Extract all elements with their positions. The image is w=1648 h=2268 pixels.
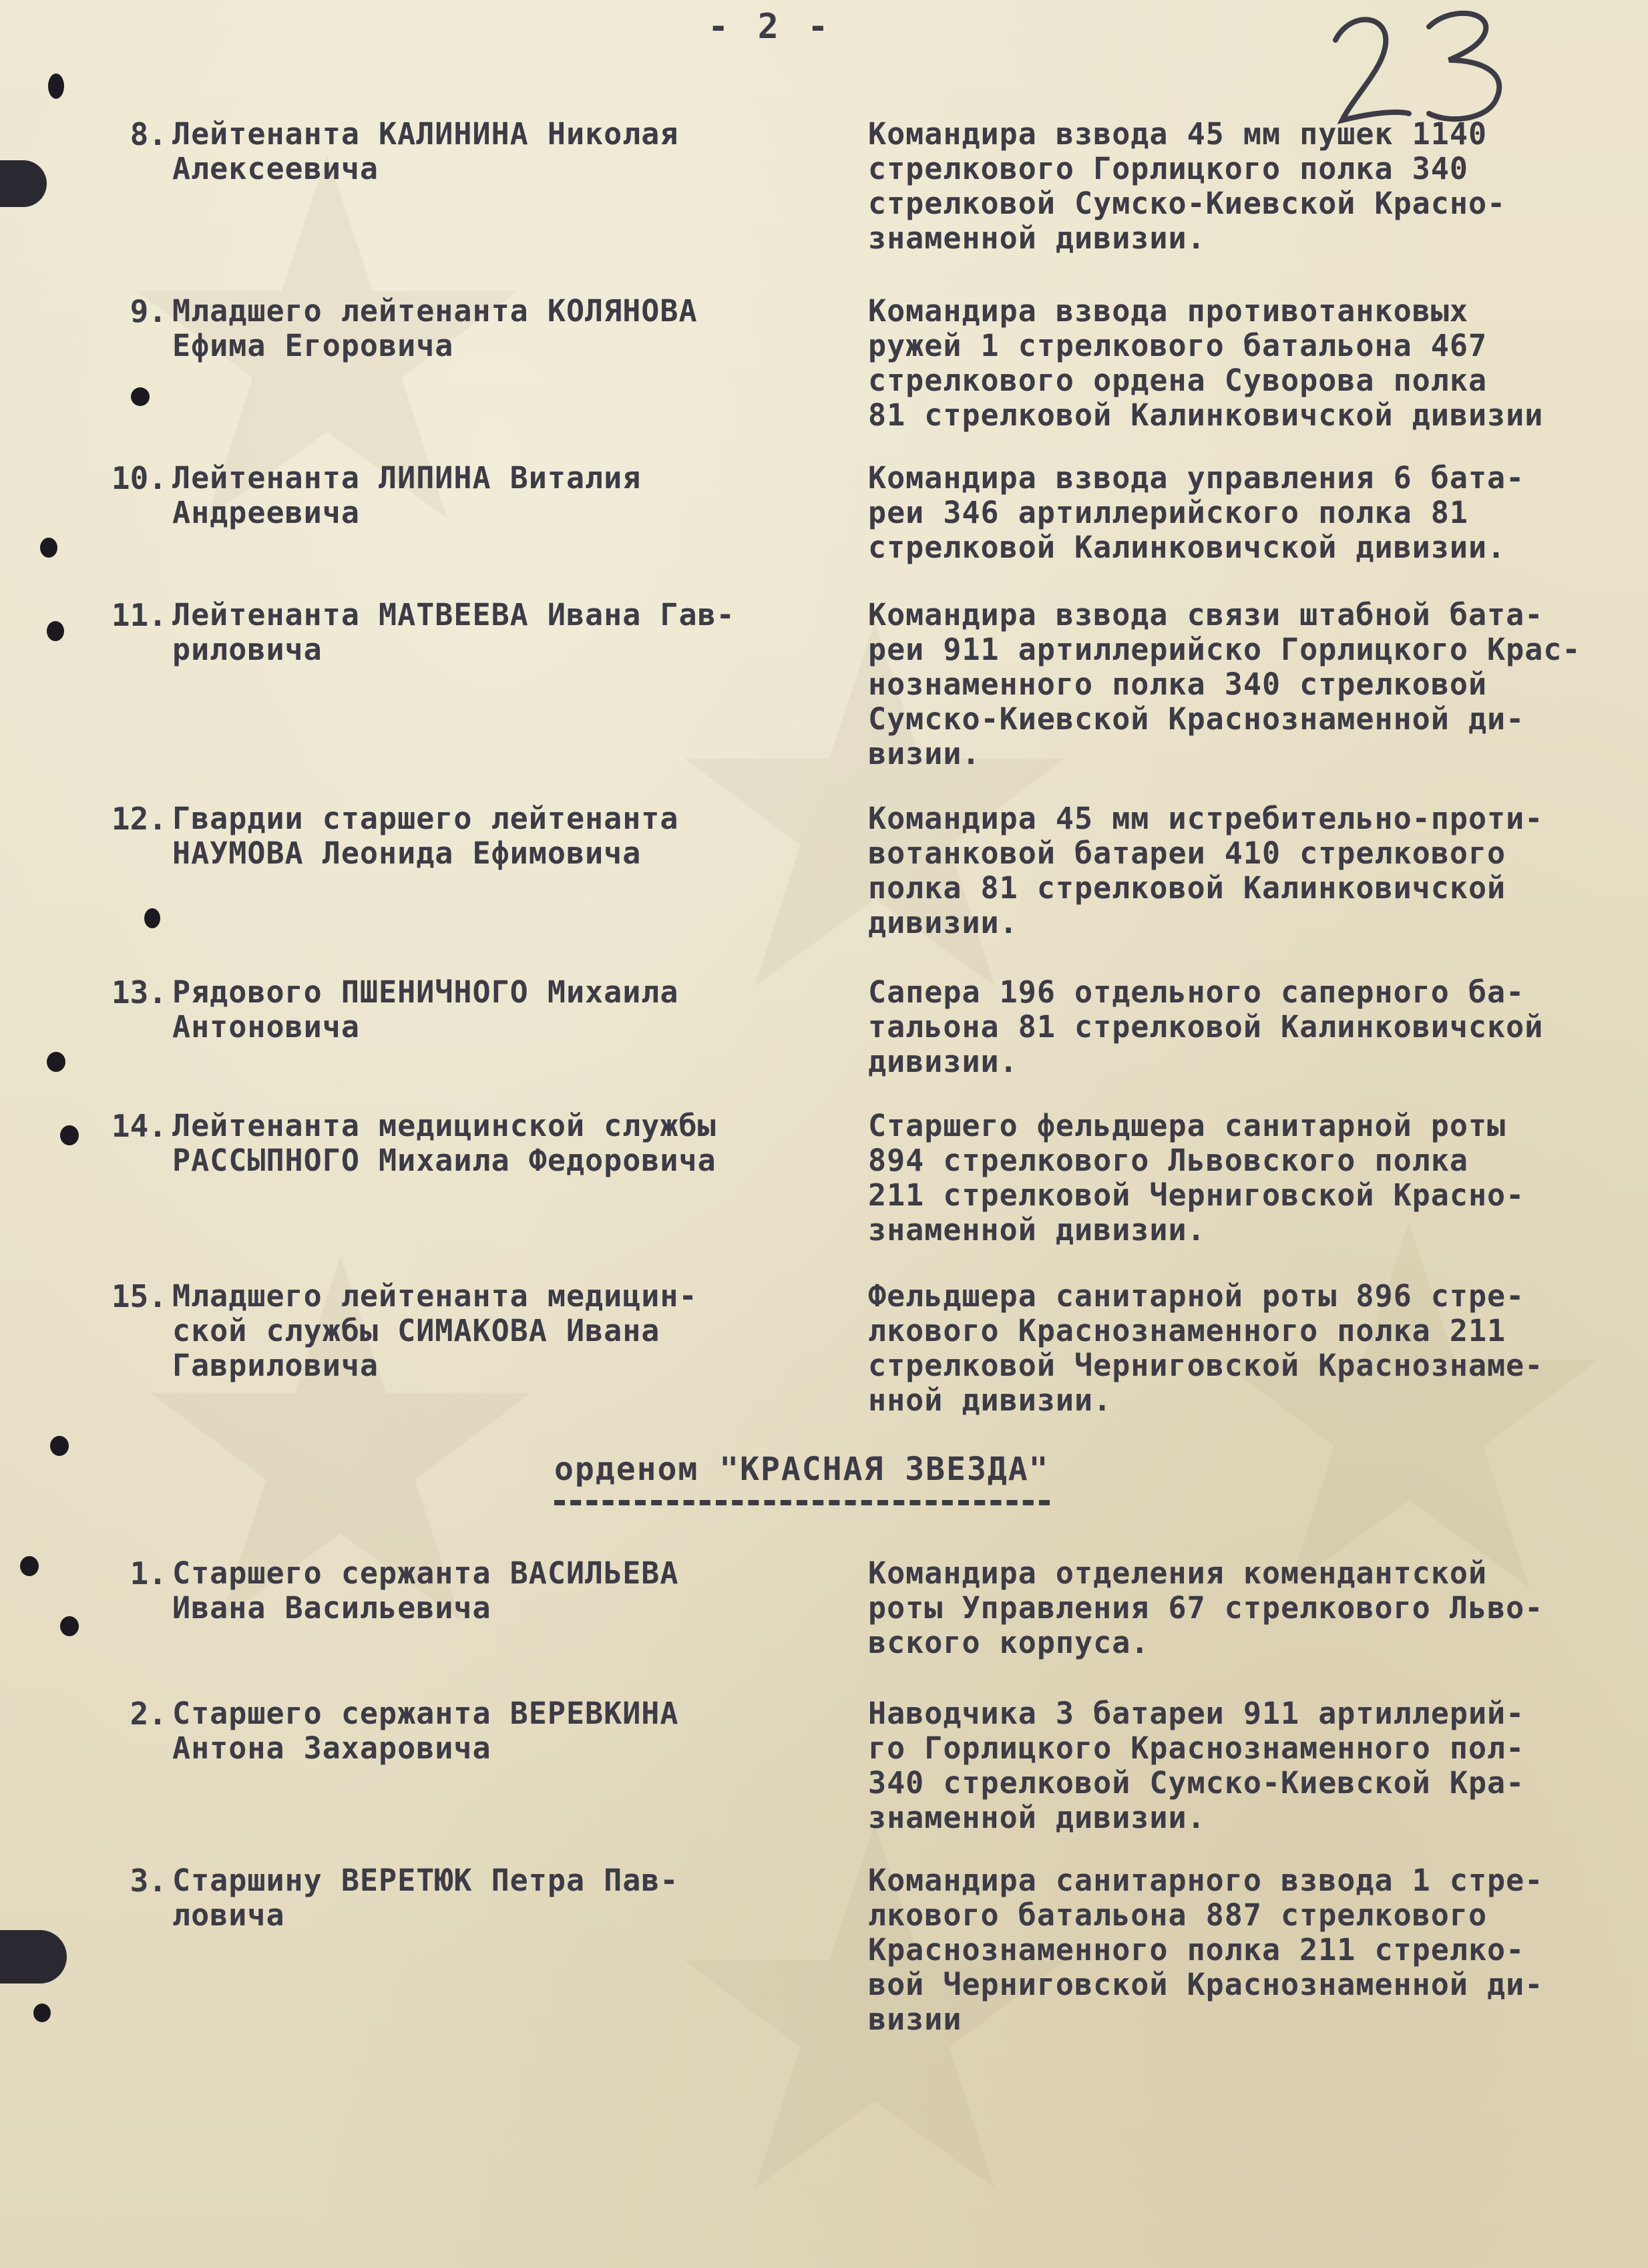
punch-hole [40,538,57,558]
punch-hole [60,1125,79,1145]
entry-position: Командира взвода связи штабной бата- реи 911 артиллерийско Горлицкого Крас- нознаменного полка 340 стрелковой Сумско-Киевской Краснознаменной ди- визии. [868,598,1581,771]
edge-mark [0,160,47,207]
entry-name: Лейтенанта ЛИПИНА Виталия Андреевича [172,460,642,530]
section-heading: орденом "КРАСНАЯ ЗВЕЗДА" [554,1451,1050,1505]
entry-number: 1. [130,1555,167,1591]
entry-number: 2. [130,1696,167,1732]
entry-number: 8. [130,116,167,152]
entry-name: Гвардии старшего лейтенанта НАУМОВА Леонида Ефимовича [172,801,679,871]
punch-hole [50,1436,69,1456]
entry-name: Старшего сержанта ВЕРЕВКИНА Антона Захаровича [172,1696,679,1766]
entry-name: Старшину ВЕРЕТЮК Петра Пав- ловича [172,1863,679,1933]
entry-number: 14. [111,1108,167,1144]
entry-number: 3. [130,1863,167,1899]
entry-number: 12. [111,801,167,837]
entry-position: Командира взвода противотанковых ружей 1 стрелкового батальона 467 стрелкового ордена Суворова полка 81 стрелковой Калинковичской дивизии [868,294,1544,433]
entry-position: Старшего фельдшера санитарной роты 894 стрелкового Львовского полка 211 стрелковой Черниговской Красно- знаменной дивизии. [868,1109,1525,1248]
entry-position: Командира взвода 45 мм пушек 1140 стрелкового Горлицкого полка 340 стрелковой Сумско-Киевской Красно- знаменной дивизии. [868,117,1506,256]
entry-position: Командира отделения комендантской роты Управления 67 стрелкового Льво- вского корпуса. [868,1556,1544,1660]
handwritten-page-number [1329,0,1529,134]
page-number: - 2 - [708,7,833,47]
punch-hole [60,1616,79,1636]
punch-hole [33,2004,51,2022]
entry-name: Лейтенанта МАТВЕЕВА Ивана Гав- риловича [172,597,735,667]
entry-position: Сапера 196 отдельного саперного ба- тальона 81 стрелковой Калинковичской дивизии. [868,975,1544,1079]
entry-position: Командира санитарного взвода 1 стре- лкового батальона 887 стрелкового Краснознаменного полка 211 стрелко- вой Черниговской Краснознаменной ди- визии [868,1863,1544,2037]
entry-number: 9. [130,293,167,329]
entry-position: Командира взвода управления 6 бата- реи 346 артиллерийского полка 81 стрелковой Калинковичской дивизии. [868,461,1525,565]
punch-hole [47,1052,65,1072]
entry-position: Наводчика 3 батареи 911 артиллерий- го Горлицкого Краснознаменного пол- 340 стрелковой Сумско-Киевской Кра- знаменной дивизии. [868,1696,1525,1835]
entry-name: Младшего лейтенанта КОЛЯНОВА Ефима Егоровича [172,293,698,363]
entry-position: Фельдшера санитарной роты 896 стре- лкового Краснознаменного полка 211 стрелковой Черниговской Краснознаме- нной дивизии. [868,1279,1544,1418]
entry-number: 11. [111,597,167,633]
entry-number: 13. [111,974,167,1010]
entry-name: Рядового ПШЕНИЧНОГО Михаила Антоновича [172,974,679,1045]
entry-position: Командира 45 мм истребительно-проти- вотанковой батареи 410 стрелкового полка 81 стрелковой Калинковичской дивизии. [868,801,1544,940]
entry-name: Старшего сержанта ВАСИЛЬЕВА Ивана Васильевича [172,1555,679,1626]
edge-mark [0,1930,67,1983]
punch-hole [20,1556,39,1576]
entry-name: Младшего лейтенанта медицин- ской службы СИМАКОВА Ивана Гавриловича [172,1278,698,1383]
punch-hole [144,908,160,928]
punch-hole [131,387,150,406]
punch-hole [48,73,64,99]
entry-number: 10. [111,460,167,496]
entry-name: Лейтенанта медицинской службы РАССЫПНОГО Михаила Федоровича [172,1108,716,1178]
entry-number: 15. [111,1278,167,1314]
punch-hole [47,621,64,641]
entry-name: Лейтенанта КАЛИНИНА Николая Алексеевича [172,116,679,186]
